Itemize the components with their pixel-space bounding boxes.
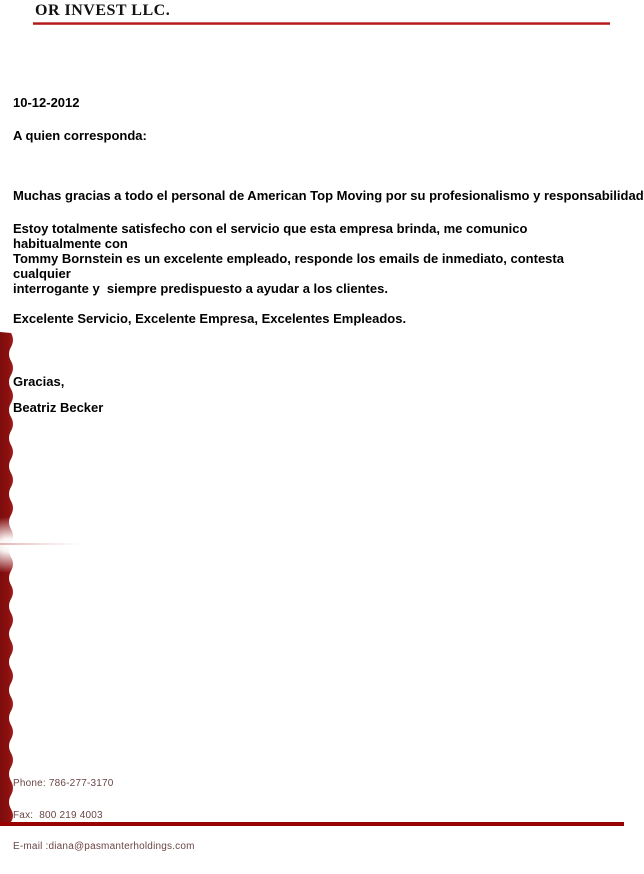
footer-fax: Fax: 800 219 4003 bbox=[13, 809, 103, 821]
company-name: OR INVEST LLC. bbox=[35, 2, 171, 19]
bottom-red-bar bbox=[0, 822, 624, 826]
letter-highlight-line: Excelente Servicio, Excelente Empresa, Excelentes Empleados. bbox=[13, 311, 407, 326]
footer-email: E-mail :diana@pasmanterholdings.com bbox=[13, 841, 195, 852]
letter-signature: Beatriz Becker bbox=[13, 400, 104, 415]
letter-date: 10-12-2012 bbox=[13, 95, 80, 110]
footer-contact-block bbox=[13, 758, 195, 874]
letter-closing: Gracias, bbox=[13, 374, 65, 389]
header-rule-divider bbox=[33, 22, 610, 25]
letter-paragraph-1: Muchas gracias a todo el personal de American Top Moving por su profesionalismo y responsabilidad bbox=[13, 188, 644, 203]
torn-paper-edge-graphic bbox=[0, 332, 18, 826]
letter-salutation: A quien corresponda: bbox=[13, 128, 147, 143]
footer-phone: Phone: 786-277-3170 bbox=[13, 778, 114, 789]
letter-paragraph-2: Estoy totalmente satisfecho con el servicio que esta empresa brinda, me comunico habitualmente con Tommy Bornstein es un excelente empleado, responde los emails de inmediato, contesta cualquier interrogante y siempre predispuesto a ayudar a los clientes. bbox=[13, 221, 564, 296]
